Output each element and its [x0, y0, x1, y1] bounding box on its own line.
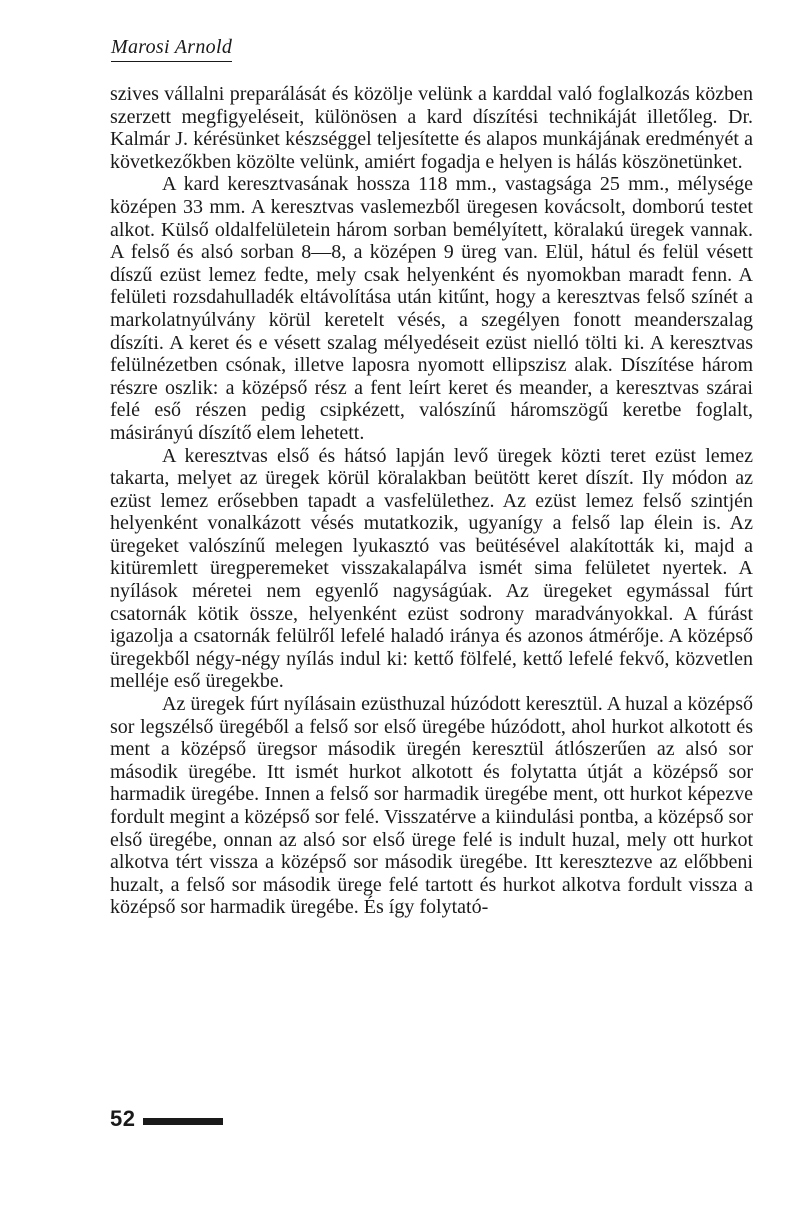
paragraph: A keresztvas első és hátsó lapján levő üregek közti teret ezüst lemez takarta, melyet az üregek körül köralakban beütött keret díszít. Ily módon az ezüst lemez erősebben tapadt a vasfelülethez. Az ezüst lemez felső szintjén helyenként vonalkázott vésés mutatkozik, ugyanígy a felső lap élein is. Az üregeket valószínű melegen lyukasztó vas beütésével alakították ki, majd a kitüremlett üregperemeket visszakalapálva ismét sima felületet nyertek. A nyílások méretei nem egyenlő nagyságúak. Az üregeket egymással fúrt csatornák kötik össze, helyenként ezüst sodrony maradványokkal. A fúrást igazolja a csatornák felülről lefelé haladó iránya és azonos átmérője. A középső üregekből négy-négy nyílás indul ki: kettő fölfelé, kettő lefelé fekvő, közvetlen melléje eső üregekbe.: [110, 444, 753, 693]
paragraph: Az üregek fúrt nyílásain ezüsthuzal húzódott keresztül. A huzal a középső sor legszélső üregéből a felső sor első üregébe húzódott, ahol hurkot alkotott és ment a középső üregsor második üregén keresztül átlószerűen az alsó sor második üregébe. Itt ismét hurkot alkotott és folytatta útját a középső sor harmadik üregébe. Innen a felső sor harmadik üregébe ment, ott hurkot képezve fordult megint a középső sor felé. Visszatérve a kiindulási pontba, a középső sor első üregébe, onnan az alsó sor első ürege felé is indult huzal, mely ott hurkot alkotva tért vissza a középső sor második üregébe. Itt keresztezve az előbbeni huzalt, a felső sor második ürege felé tartott és hurkot alkotva fordult vissza a középső sor harmadik üregébe. És így folytató-: [110, 693, 753, 919]
running-head-author: Marosi Arnold: [111, 36, 232, 62]
page-number: 52: [110, 1106, 136, 1131]
body-text: [110, 83, 753, 919]
paragraph: A kard keresztvasának hossza 118 mm., vastagsága 25 mm., mélysége középen 33 mm. A keresztvas vaslemezből üregesen kovácsolt, domború testet alkot. Külső oldalfelületein három sorban bemélyített, köralakú üregek vannak. A felső és alsó sorban 8—8, a középen 9 üreg van. Elül, hátul és felül vésett díszű ezüst lemez fedte, mely csak helyenként és nyomokban maradt fenn. A felületi rozsdahulladék eltávolítása után kitűnt, hogy a keresztvas felső színét a markolatnyúlvány körül keretelt vésés, a szegélyen fonott meanderszalag díszíti. A keret és e vésett szalag mélyedéseit ezüst nielló tölti ki. A keresztvas felülnézetben csónak, illetve laposra nyomott ellipszisz alak. Díszítése három részre oszlik: a középső rész a fent leírt keret és meander, a keresztvas szárai felé eső részen pedig csipkézett, valószínű háromszögű keretbe foglalt, másirányú díszítő elem lehetett.: [110, 173, 753, 444]
page-footer: [110, 1106, 223, 1132]
page-number-rule: [143, 1118, 223, 1125]
paragraph: szives vállalni preparálását és közölje velünk a karddal való foglalkozás közben szerzett megfigyeléseit, különösen a kard díszítési technikáját illetőleg. Dr. Kalmár J. kérésünket készséggel teljesítette és alapos munkájának eredményét a következőkben közölte velünk, amiért fogadja e helyen is hálás köszönetünket.: [110, 83, 753, 173]
